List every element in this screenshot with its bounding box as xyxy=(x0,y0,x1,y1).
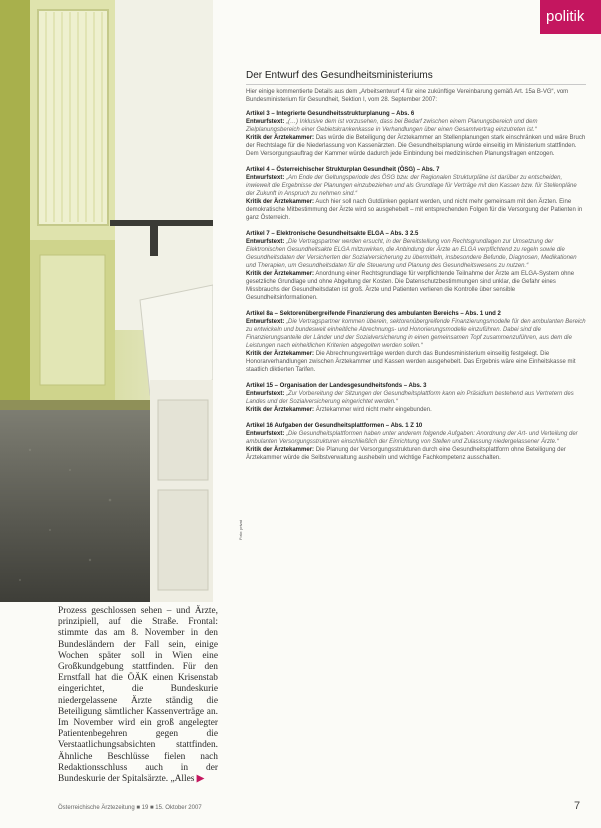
critique-label: Kritik der Ärztekammer: xyxy=(246,271,315,277)
critique-text: Anordnung einer Rechtsgrundlage für verpflichtende Teilnahme der Ärzte am ELGA-System ohne gesetzliche Grundlage und ohne Abgeltung der Kosten. Die Datenschutzbestimmungen sind unklar, die Gefahr eines Missbrauchs der Gesundheitsdaten ist groß. Ärzte und Patienten verlieren die Kontrolle über sensible Gesundheitsinformationen. xyxy=(246,271,575,301)
draft-text: „(…) Inklusive dem ist vorzusehen, dass bei Bedarf zwischen einem Planungsbereich und dem Zielplanungsbereich einer Gebietskrankenkasse in Verhandlungen über einen Gesamtvertrag einzutreten ist.“ xyxy=(246,119,538,133)
article-section-8a xyxy=(246,310,586,374)
section-label: politik xyxy=(546,8,585,25)
page-title: Der Entwurf des Gesundheitsministeriums xyxy=(246,70,586,85)
draft-text-label: Entwurfstext: xyxy=(246,431,285,437)
hero-photo xyxy=(0,0,213,602)
article-title: Artikel 7 – Elektronische Gesundheitsakte ELGA – Abs. 3 2.5 xyxy=(246,231,419,237)
left-column-paragraph: Prozess geschlossen sehen – und Ärzte, prinzipiell, auf die Straße. Frontal: stimmte das am 8. November in den Bundesländern der Fall sein, einige Wochen später soll in Wien eine Großkundgebung stattfinden. Für den Ernstfall hat die ÖÄK einen Krisenstab eingerichtet, die Bundeskurie niedergelassene Ärzte ständig die Beteiligung sämtlicher Kassenverträge an. Im November wird ein groß angelegter Patientenbegehren gegen die Verstaatlichungsabsichten stattfinden. Ähnliche Beschlüsse fielen nach Redaktionsschluss auch in der Bundeskurie der Spitalsärzte. „Alles xyxy=(58,606,218,785)
draft-text: „Die Gesundheitsplattformen haben unter anderem folgende Aufgaben: Anordnung der Art- und Verteilung der ambulanten Versorgungsstrukturen einschließlich der Einrichtung von Stellen und Zulassung niedergelassener Ärzte.“ xyxy=(246,431,578,445)
photo-credit: Foto: privat xyxy=(238,519,243,540)
critique-label: Kritik der Ärztekammer: xyxy=(246,447,315,453)
draft-text: „Die Vertragspartner kommen überein, sektorenübergreifende Finanzierungsmodelle für den ambulanten Bereich zu entwickeln und bundesweit einheitliche Abrechnungs- und Honorierungsmodelle einzuführen. Dabei sind die Finanzierungsanteile der Länder und der Sozialversicherung in einen gemeinsamen Topf zusammenzuführen, aus dem die Leistungen nach einheitlichen Kriterien abgegolten werden sollen.“ xyxy=(246,319,586,349)
critique-label: Kritik der Ärztekammer: xyxy=(246,199,315,205)
article-section-16 xyxy=(246,422,586,462)
critique-text: Auch hier soll nach Gutdünken geplant werden, und nicht mehr gemeinsam mit den Ärzten. Eine demokratische Mitbestimmung der Ärzte wird so ausgehebelt – mit entsprechenden Folgen für die Versorgung der Patienten in ganz Österreich. xyxy=(246,199,583,221)
critique-text: Die Planung der Versorgungsstrukturen durch eine Gesundheitsplattform ohne Beteiligung der Ärztekammer würde die Selbstverwaltung aushebeln und wichtige Fachkompetenz ausschalten. xyxy=(246,447,566,461)
article-title: Artikel 4 – Österreichischer Strukturplan Gesundheit (ÖSG) – Abs. 7 xyxy=(246,167,440,173)
article-section-7 xyxy=(246,230,586,302)
critique-label: Kritik der Ärztekammer: xyxy=(246,135,315,141)
continue-arrow-icon: ▶ xyxy=(196,774,204,785)
article-title: Artikel 8a – Sektorenübergreifende Finanzierung des ambulanten Bereichs – Abs. 1 und 2 xyxy=(246,311,501,317)
intro-text: Hier einige kommentierte Details aus dem „Arbeitsentwurf 4 für eine zukünftige Vereinbarung gemäß Art. 15a B-VG“, vom Bundesministerium für Gesundheit, Sektion I, vom 28. September 2007: xyxy=(246,89,569,103)
main-column xyxy=(246,70,586,470)
draft-text: „Die Vertragspartner werden ersucht, in der Bereitstellung von Rechtsgrundlagen zur Umsetzung der Elektronischen Gesundheitsakte ELGA mitzuwirken, die Anbindung der Ärzte an ELGA verpflichtend zu regeln sowie die Gesundheitsdaten der Versicherten der Sozialversicherung zu übermitteln, insbesondere Befunde, Diagnosen, Medikationen und Therapien, um Gesundheitsdaten für die Steuerung und Planung des Gesundheitswesens zu nutzen.“ xyxy=(246,239,577,269)
draft-text: „Zur Vorbereitung der Sitzungen der Gesundheitsplattform kann ein Präsidium bestehend aus Vertretern des Landes und der Sozialversicherung eingerichtet werden.“ xyxy=(246,391,574,405)
article-title: Artikel 16 Aufgaben der Gesundheitsplattformen – Abs. 1 Z 10 xyxy=(246,423,423,429)
article-title: Artikel 15 – Organisation der Landesgesundheitsfonds – Abs. 3 xyxy=(246,383,427,389)
draft-text-label: Entwurfstext: xyxy=(246,391,285,397)
article-section-4 xyxy=(246,166,586,222)
draft-text: „Am Ende der Geltungsperiode des ÖSG bzw. der Regionalen Strukturpläne ist darüber zu entscheiden, inwieweit die Ergebnisse der Planungen einzubeziehen und als Grundlage für Verträge mit den Kassen bzw. für Stellenpläne der Zukunft in Anspruch zu nehmen sind.“ xyxy=(246,175,577,197)
page-number: 7 xyxy=(574,800,581,812)
critique-text: Das würde die Beteiligung der Ärztekammer an Stellenplanungen stark einschränken und wäre Bruch der Rechtslage für die Niederlassung von Kassenärzten. Die Gesundheitsplanung würde einseitig im Ministerium stattfinden. Dem Versorgungsauftrag der Kammer würde dadurch jede Einbindung bei medizinischen Planungsfragen entzogen. xyxy=(246,135,586,157)
draft-text-label: Entwurfstext: xyxy=(246,239,285,245)
article-title: Artikel 3 – Integrierte Gesundheitsstrukturplanung – Abs. 6 xyxy=(246,111,415,117)
critique-text: Die Abrechnungsverträge werden durch das Bundesministerium einseitig festgelegt. Die Honorarverhandlungen zwischen Ärztekammer und Kassen werden ausgehebelt. Das Ergebnis wäre eine Einheitskasse mit staatlich diktierten Tarifen. xyxy=(246,351,576,373)
draft-text-label: Entwurfstext: xyxy=(246,319,285,325)
article-section-15 xyxy=(246,382,586,414)
bathroom-photo-graphic xyxy=(0,0,213,602)
draft-text-label: Entwurfstext: xyxy=(246,175,285,181)
critique-label: Kritik der Ärztekammer: xyxy=(246,351,315,357)
publication-footer: Österreichische Ärztezeitung ■ 19 ■ 15. Oktober 2007 xyxy=(58,805,202,811)
article-section-3 xyxy=(246,110,586,158)
draft-text-label: Entwurfstext: xyxy=(246,119,285,125)
left-column-text xyxy=(58,606,218,785)
critique-text: Ärztekammer wird nicht mehr eingebunden. xyxy=(315,407,432,413)
critique-label: Kritik der Ärztekammer: xyxy=(246,407,315,413)
